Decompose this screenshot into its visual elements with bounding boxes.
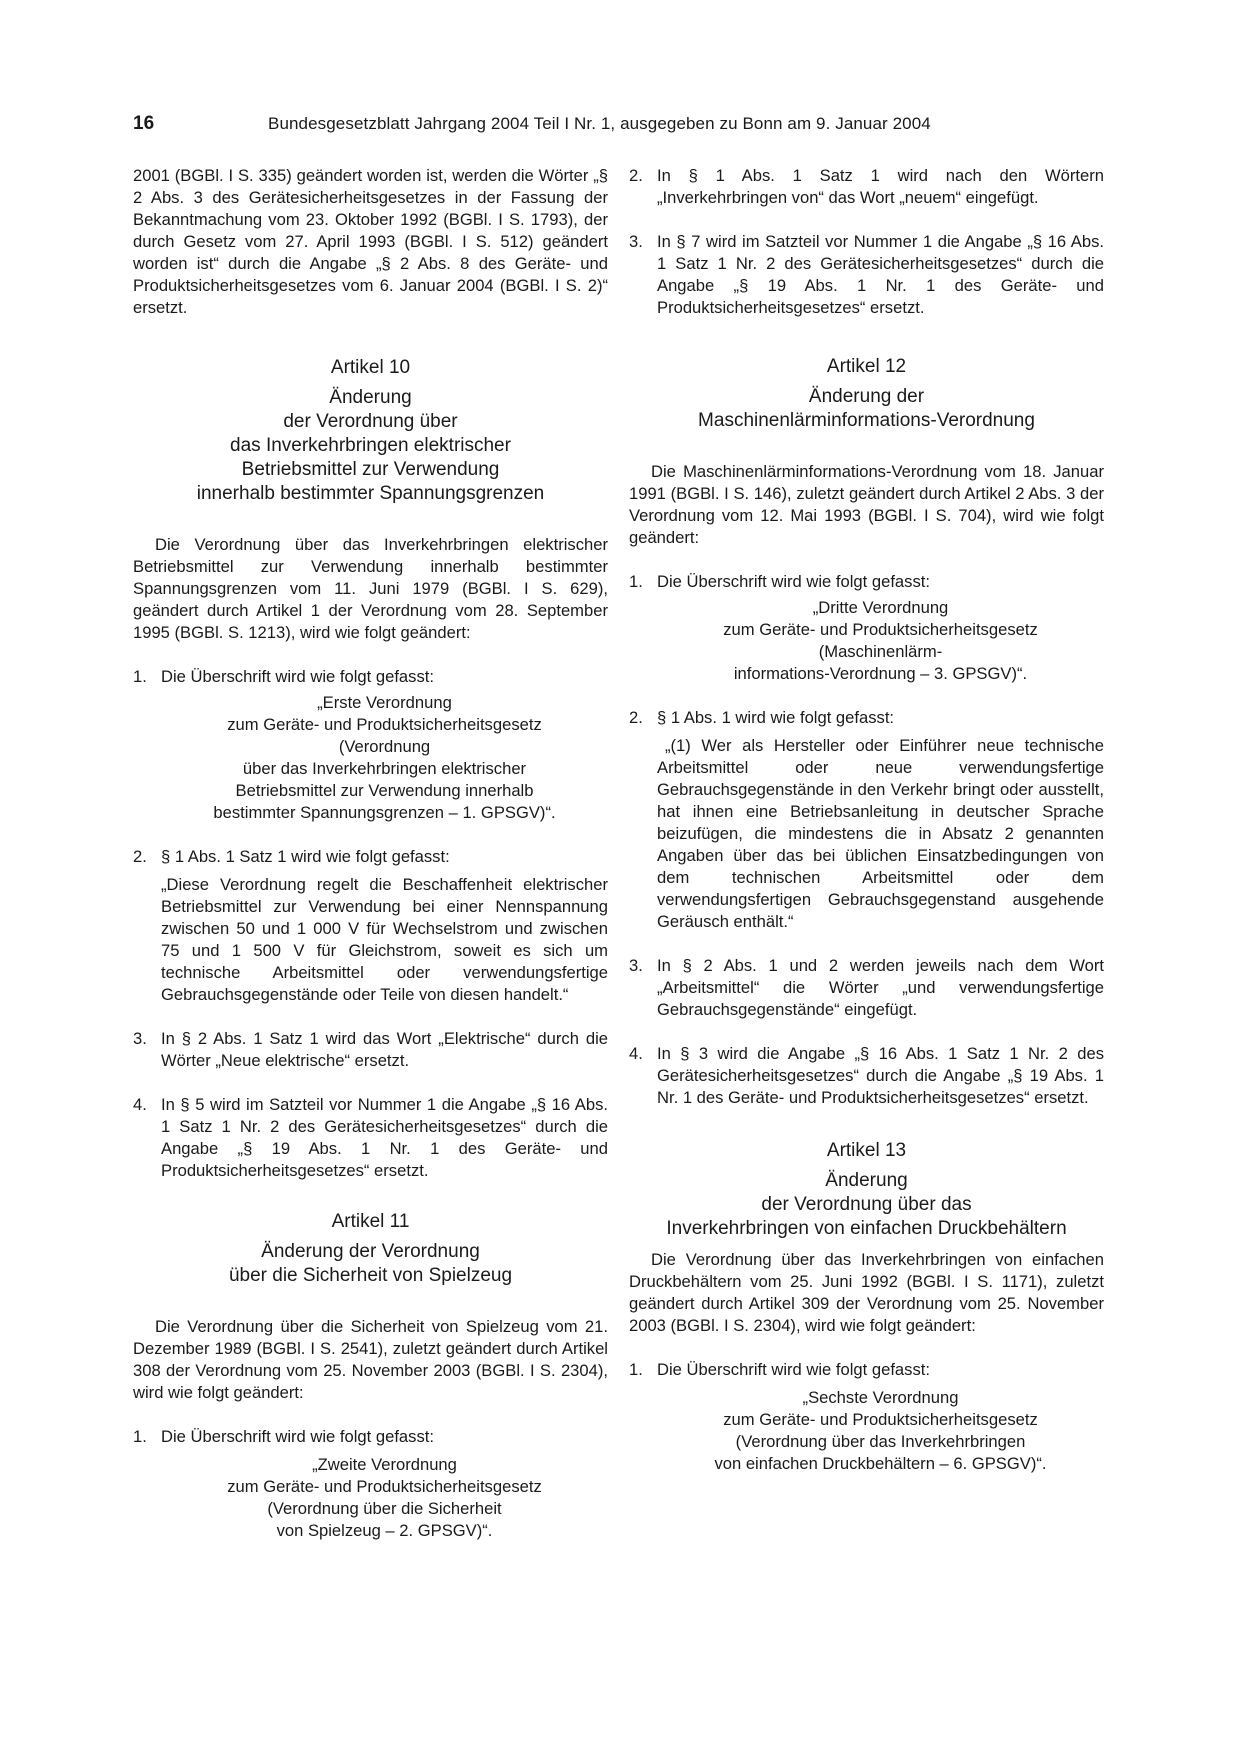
article-10-heading-line: innerhalb bestimmter Spannungsgrenzen [196, 483, 545, 504]
list-item [629, 231, 1104, 319]
article-12-title: Artikel 12 [826, 356, 907, 377]
article-10-heading-line: das Inverkehrbringen elektrischer [230, 435, 511, 456]
item-text: In § 3 wird die Angabe „§ 16 Abs. 1 Satz 1 Nr. 2 des Gerätesicherheitsgesetzes“ durch die Angabe „§ 19 Abs. 1 Nr. 1 des Geräte- und Produktsicherheitsgesetzes“ ersetzt. [657, 1044, 1104, 1107]
item-number: 3. [133, 1029, 147, 1048]
article-13-heading-line: der Verordnung über das [761, 1194, 972, 1215]
list-item [133, 666, 608, 688]
article-13-title: Artikel 13 [826, 1140, 907, 1161]
right-column [629, 165, 1104, 1475]
list-item [629, 955, 1104, 1021]
quote-line: zum Geräte- und Produktsicherheitsgesetz [723, 1410, 1038, 1429]
item-text: In § 2 Abs. 1 und 2 werden jeweils nach dem Wort „Arbeitsmittel“ die Wörter „und verwendungsfertige Gebrauchsgegenstände“ eingefügt. [657, 956, 1104, 1019]
item-number: 3. [629, 232, 643, 251]
list-item [629, 1043, 1104, 1109]
item-text: In § 2 Abs. 1 Satz 1 wird das Wort „Elektrische“ durch die Wörter „Neue elektrische“ ersetzt. [161, 1029, 608, 1070]
article-12-heading [629, 355, 1104, 433]
item-number: 1. [133, 667, 147, 686]
quote-line: „Dritte Verordnung [812, 598, 949, 617]
article-12-heading-line: Maschinenlärminformations-Verordnung [698, 410, 1035, 431]
item-text: In § 5 wird im Satzteil vor Nummer 1 die Angabe „§ 16 Abs. 1 Satz 1 Nr. 2 des Gerätesicherheitsgesetzes“ durch die Angabe „§ 19 Abs. 1 Nr. 1 des Geräte- und Produktsicherheitsgesetzes“ ersetzt. [161, 1095, 608, 1180]
list-item [133, 1094, 608, 1182]
article-13-intro: Die Verordnung über das Inverkehrbringen von einfachen Druckbehältern vom 25. Juni 1992 (BGBl. I S. 1171), zuletzt geändert durch Artikel 309 der Verordnung vom 25. November 2003 (BGBl. I S. 2304), wird wie folgt geändert: [629, 1250, 1104, 1335]
quote-line: zum Geräte- und Produktsicherheitsgesetz [227, 715, 542, 734]
item-text: Die Überschrift wird wie folgt gefasst: [161, 667, 434, 686]
item-text: In § 7 wird im Satzteil vor Nummer 1 die Angabe „§ 16 Abs. 1 Satz 1 Nr. 2 des Gerätesicherheitsgesetzes“ durch die Angabe „§ 19 Abs. 1 Nr. 1 des Geräte- und Produktsicherheitsgesetzes“ ersetzt. [657, 232, 1104, 317]
quote-line: „Sechste Verordnung [802, 1388, 959, 1407]
article-13-heading [629, 1139, 1104, 1241]
list-item [629, 1359, 1104, 1381]
item-text: Die Überschrift wird wie folgt gefasst: [161, 1427, 434, 1446]
list-item [133, 1426, 608, 1448]
article-11-heading-line: über die Sicherheit von Spielzeug [228, 1265, 513, 1286]
article-10-title: Artikel 10 [330, 357, 411, 378]
item-text: In § 1 Abs. 1 Satz 1 wird nach den Wörtern „Inverkehrbringen von“ das Wort „neuem“ eingefügt. [657, 166, 1104, 207]
item-number: 1. [629, 1360, 643, 1379]
quote-line: von Spielzeug – 2. GPSGV)“. [276, 1521, 493, 1540]
item-text: § 1 Abs. 1 Satz 1 wird wie folgt gefasst: [161, 847, 450, 866]
quote-line: „Zweite Verordnung [312, 1455, 457, 1474]
quote-line: zum Geräte- und Produktsicherheitsgesetz [227, 1477, 542, 1496]
item-number: 3. [629, 956, 643, 975]
quote-line: zum Geräte- und Produktsicherheitsgesetz [723, 620, 1038, 639]
article-10-heading-line: Änderung [329, 387, 412, 408]
article-10-heading [133, 356, 608, 506]
article-10-quote-text: „Diese Verordnung regelt die Beschaffenheit elektrischer Betriebsmittel zur Verwendung bei einer Nennspannung zwischen 50 und 1 000 V für Wechselstrom und zwischen 75 und 1 500 V für Gleichstrom, soweit es sich um technische Arbeitsmittel oder verwendungsfertige Gebrauchsgegenstände oder Teile von diesen handelt.“ [161, 875, 608, 1004]
article-11-intro: Die Verordnung über die Sicherheit von Spielzeug vom 21. Dezember 1989 (BGBl. I S. 2541), zuletzt geändert durch Artikel 308 der Verordnung vom 25. November 2003 (BGBl. I S. 2304), wird wie folgt geändert: [133, 1317, 608, 1402]
item-number: 2. [629, 708, 643, 727]
article-10-heading-line: der Verordnung über [283, 411, 458, 432]
article-13-heading-line: Inverkehrbringen von einfachen Druckbehältern [666, 1218, 1067, 1239]
quote-line: (Verordnung über das Inverkehrbringen [735, 1432, 1026, 1451]
article-13-quote-title [657, 1387, 1104, 1475]
quote-line: bestimmter Spannungsgrenzen – 1. GPSGV)“. [213, 803, 556, 822]
article-11-quote-title [161, 1454, 608, 1542]
item-number: 4. [629, 1044, 643, 1063]
item-number: 2. [133, 847, 147, 866]
gazette-title: Bundesgesetzblatt Jahrgang 2004 Teil I Nr. 1, ausgegeben zu Bonn am 9. Januar 2004 [268, 114, 931, 133]
item-number: 2. [629, 166, 643, 185]
article-12-quote-text: „(1) Wer als Hersteller oder Einführer neue technische Arbeitsmittel oder neue verwendungsfertige Gebrauchsgegenstände in den Verkehr bringt oder ausstellt, hat ihnen eine Betriebsanleitung in deutscher Sprache beizufügen, die mindestens die in Absatz 2 genannten Angaben über das bei üblichen Einsatzbedingungen von dem technischen Arbeitsmittel oder dem verwendungsfertigen Gebrauchsgegenstand ausgehende Geräusch enthält.“ [657, 736, 1104, 931]
item-number: 4. [133, 1095, 147, 1114]
quote-line: (Maschinenlärm- [818, 642, 943, 661]
quote-line: informations-Verordnung – 3. GPSGV)“. [733, 664, 1028, 683]
page-number: 16 [133, 113, 155, 134]
article-10-intro: Die Verordnung über das Inverkehrbringen elektrischer Betriebsmittel zur Verwendung innerhalb bestimmter Spannungsgrenzen vom 11. Juni 1979 (BGBl. I S. 629), geändert durch Artikel 1 der Verordnung vom 28. September 1995 (BGBl. S. 1213), wird wie folgt geändert: [133, 535, 608, 642]
list-item [629, 571, 1104, 593]
article-11-heading [133, 1210, 608, 1288]
article-11-title: Artikel 11 [331, 1211, 410, 1232]
list-item [133, 846, 608, 868]
quote-line: über das Inverkehrbringen elektrischer [242, 759, 527, 778]
item-number: 1. [133, 1427, 147, 1446]
article-12-intro: Die Maschinenlärminformations-Verordnung vom 18. Januar 1991 (BGBl. I S. 146), zuletzt geändert durch Artikel 2 Abs. 3 der Verordnung vom 12. Mai 1993 (BGBl. I S. 704), wird wie folgt geändert: [629, 462, 1104, 547]
left-column [133, 165, 608, 1542]
article-10-quote-title [161, 692, 608, 824]
quote-line: von einfachen Druckbehältern – 6. GPSGV)“. [714, 1454, 1047, 1473]
continuation-paragraph: 2001 (BGBl. I S. 335) geändert worden ist, werden die Wörter „§ 2 Abs. 3 des Gerätesicherheitsgesetzes in der Fassung der Bekanntmachung vom 23. Oktober 1992 (BGBl. I S. 1793), der durch Gesetz vom 27. April 1993 (BGBl. I S. 512) geändert worden ist“ durch die Angabe „§ 2 Abs. 8 des Geräte- und Produktsicherheitsgesetzes vom 6. Januar 2004 (BGBl. I S. 2)“ ersetzt. [133, 166, 608, 317]
list-item [133, 1028, 608, 1072]
article-12-heading-line: Änderung der [808, 386, 925, 407]
page-header [0, 112, 1244, 136]
list-item [629, 707, 1104, 729]
item-text: § 1 Abs. 1 wird wie folgt gefasst: [657, 708, 895, 727]
quote-line: (Verordnung über die Sicherheit [267, 1499, 502, 1518]
article-13-heading-line: Änderung [825, 1170, 908, 1191]
quote-line: Betriebsmittel zur Verwendung innerhalb [235, 781, 534, 800]
item-number: 1. [629, 572, 643, 591]
item-text: Die Überschrift wird wie folgt gefasst: [657, 1360, 930, 1379]
article-10-heading-line: Betriebsmittel zur Verwendung [241, 459, 500, 480]
article-12-quote-title [657, 597, 1104, 685]
quote-line: „Erste Verordnung [317, 693, 452, 712]
item-text: Die Überschrift wird wie folgt gefasst: [657, 572, 930, 591]
list-item [629, 165, 1104, 209]
quote-line: (Verordnung [338, 737, 431, 756]
article-11-heading-line: Änderung der Verordnung [261, 1241, 480, 1262]
